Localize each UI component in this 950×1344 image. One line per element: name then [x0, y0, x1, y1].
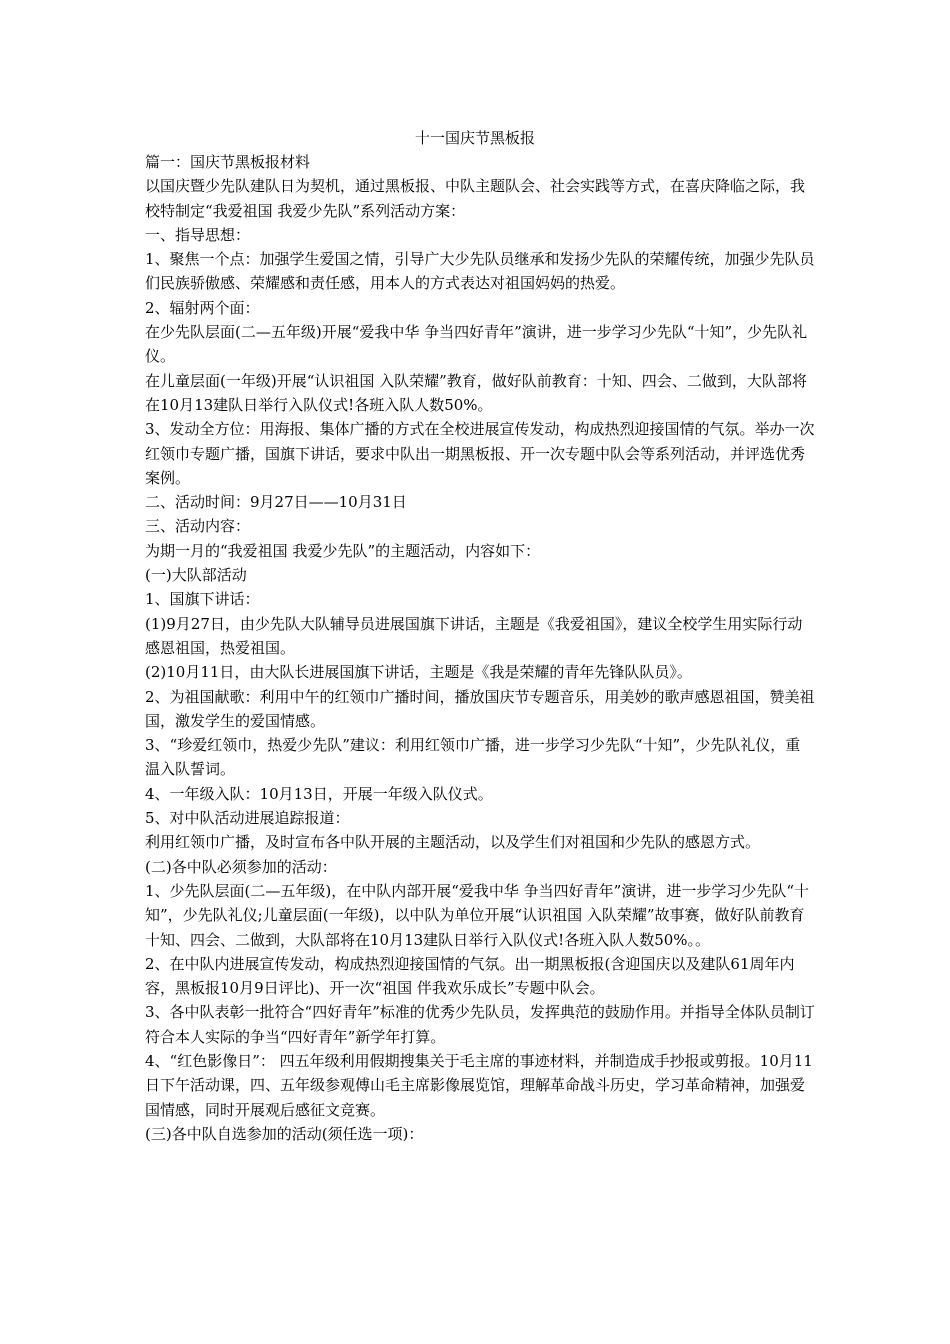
- paragraph: 二、活动时间：9月27日——10月31日: [145, 493, 407, 512]
- paragraph: 为期一月的“我爱祖国 我爱少先队”的主题活动，内容如下：: [145, 541, 541, 560]
- paragraph: 3、发动全方位：用海报、集体广播的方式在全校进展宣传发动，构成热烈迎接国情的气氛。举办一次红领巾专题广播，国旗下讲话，要求中队出一期黑板报、开一次专题中队会等系列活动，并评选优秀案例。: [145, 420, 815, 487]
- paragraph: 2、辐射两个面：: [145, 298, 260, 317]
- paragraph: 篇一：国庆节黑板报材料: [145, 153, 311, 171]
- paragraph: 三、活动内容：: [145, 517, 251, 536]
- document-title: 十一国庆节黑板报: [414, 129, 535, 147]
- paragraph: 3、各中队表彰一批符合“四好青年”标准的优秀少先队员，发挥典范的鼓励作用。并指导全体队员制订符合本人实际的争当“四好青年”新学年打算。: [145, 1003, 815, 1046]
- paragraph: (2)10月11日，由大队长进展国旗下讲话，主题是《我是荣耀的青年先锋队队员》。: [145, 663, 692, 682]
- paragraph: (二)各中队必须参加的活动：: [145, 857, 337, 876]
- paragraph: (1)9月27日，由少先队大队辅导员进展国旗下讲话，主题是《我爱祖国》，建议全校学生用实际行动感恩祖国，热爱祖国。: [145, 614, 803, 657]
- paragraph: 一、指导思想：: [145, 225, 251, 244]
- paragraph: 4、“红色影像日”： 四五年级利用假期搜集关于毛主席的事迹材料，并制造成手抄报或剪报。10月11日下午活动课，四、五年级参观傅山毛主席影像展览馆，理解革命战斗历史，学习革命精神，加强爱国情感，同时开展观后感征文竞赛。: [145, 1051, 813, 1119]
- paragraph: 利用红领巾广播，及时宣布各中队开展的主题活动，以及学生们对祖国和少先队的感恩方式。: [145, 833, 761, 852]
- paragraph: 4、一年级入队：10月13日，开展一年级入队仪式。: [145, 784, 493, 803]
- document-body: [145, 150, 815, 1146]
- paragraph: (三)各中队自选参加的活动(须任选一项)：: [145, 1124, 424, 1143]
- paragraph: 5、对中队活动进展追踪报道：: [145, 809, 350, 828]
- paragraph: 2、在中队内进展宣传发动，构成热烈迎接国情的气氛。出一期黑板报(含迎国庆以及建队61周年内容，黑板报10月9日评比)、开一次“祖国 伴我欢乐成长”专题中队会。: [145, 954, 795, 998]
- paragraph: 以国庆暨少先队建队日为契机，通过黑板报、中队主题队会、社会实践等方式，在喜庆降临之际，我校特制定“我爱祖国 我爱少先队”系列活动方案：: [145, 177, 806, 220]
- paragraph: (一)大队部活动: [145, 566, 247, 585]
- paragraph: 1、国旗下讲话：: [145, 590, 260, 609]
- paragraph: 1、聚焦一个点：加强学生爱国之情，引导广大少先队员继承和发扬少先队的荣耀传统，加强少先队员们民族骄傲感、荣耀感和责任感，用本人的方式表达对祖国妈妈的热爱。: [145, 250, 815, 293]
- paragraph: 2、为祖国献歌：利用中午的红领巾广播时间，播放国庆节专题音乐，用美妙的歌声感恩祖国，赞美祖国，激发学生的爱国情感。: [145, 687, 815, 730]
- paragraph: 在儿童层面(一年级)开展“认识祖国 入队荣耀”教育，做好队前教育：十知、四会、二做到，大队部将在10月13建队日举行入队仪式!各班入队人数50%。: [145, 371, 807, 414]
- paragraph: 在少先队层面(二—五年级)开展“爱我中华 争当四好青年”演讲，进一步学习少先队“十知”，少先队礼仪。: [145, 323, 808, 366]
- paragraph: 3、“珍爱红领巾，热爱少先队”建议：利用红领巾广播，进一步学习少先队“十知”，少先队礼仪，重温入队誓词。: [145, 736, 801, 779]
- paragraph: 1、少先队层面(二—五年级)，在中队内部开展“爱我中华 争当四好青年”演讲，进一步学习少先队“十知”，少先队礼仪;儿童层面(一年级)，以中队为单位开展“认识祖国 入队荣耀”故事赛，做好队前教育十知、四会、二做到，大队部将在10月13建队日举行入队仪式!各班入队人数50%。。: [145, 881, 810, 949]
